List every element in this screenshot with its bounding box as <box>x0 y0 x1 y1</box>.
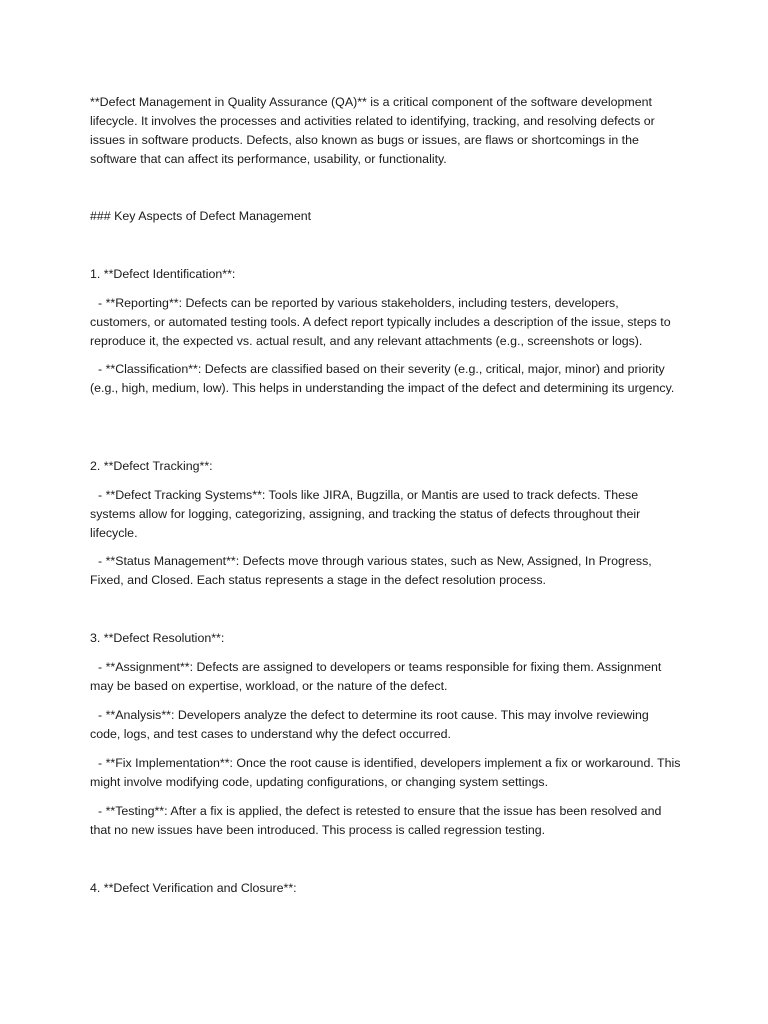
section-3-item-fix-implementation: - **Fix Implementation**: Once the root cause is identified, developers implement a fix or workaround. This might involve modifying code, updating configurations, or changing system settings. <box>90 756 681 789</box>
section-1-item-reporting: - **Reporting**: Defects can be reported by various stakeholders, including testers, developers, customers, or automated testing tools. A defect report typically includes a description of the issue, steps to reproduce it, the expected vs. actual result, and any relevant attachments (e.g., screenshots or logs). <box>90 296 671 348</box>
section-2-item-tracking-systems: - **Defect Tracking Systems**: Tools like JIRA, Bugzilla, or Mantis are used to track defects. These systems allow for logging, categorizing, assigning, and tracking the status of defects throughout their lifecycle. <box>90 488 641 540</box>
section-1-title: 1. **Defect Identification**: <box>90 267 236 281</box>
section-1-item-classification: - **Classification**: Defects are classified based on their severity (e.g., critical, major, minor) and priority (e.g., high, medium, low). This helps in understanding the impact of the defect and determining its urgency. <box>90 362 675 395</box>
section-3-title: 3. **Defect Resolution**: <box>90 631 225 645</box>
section-heading: ### Key Aspects of Defect Management <box>90 209 312 223</box>
section-4-title: 4. **Defect Verification and Closure**: <box>90 881 297 895</box>
section-2-title: 2. **Defect Tracking**: <box>90 459 213 473</box>
section-2-item-status-management: - **Status Management**: Defects move through various states, such as New, Assigned, In Progress, Fixed, and Closed. Each status represents a stage in the defect resolution process. <box>90 554 652 587</box>
intro-paragraph: **Defect Management in Quality Assurance (QA)** is a critical component of the software development lifecycle. It involves the processes and activities related to identifying, tracking, and resolving defects or issues in software products. Defects, also known as bugs or issues, are flaws or shortcomings in the software that can affect its performance, usability, or functionality. <box>90 95 655 166</box>
section-3-item-assignment: - **Assignment**: Defects are assigned to developers or teams responsible for fixing them. Assignment may be based on expertise, workload, or the nature of the defect. <box>90 660 662 693</box>
section-3-item-analysis: - **Analysis**: Developers analyze the defect to determine its root cause. This may involve reviewing code, logs, and test cases to understand why the defect occurred. <box>90 708 649 741</box>
section-3-item-testing: - **Testing**: After a fix is applied, the defect is retested to ensure that the issue has been resolved and that no new issues have been introduced. This process is called regression testing. <box>90 804 662 837</box>
